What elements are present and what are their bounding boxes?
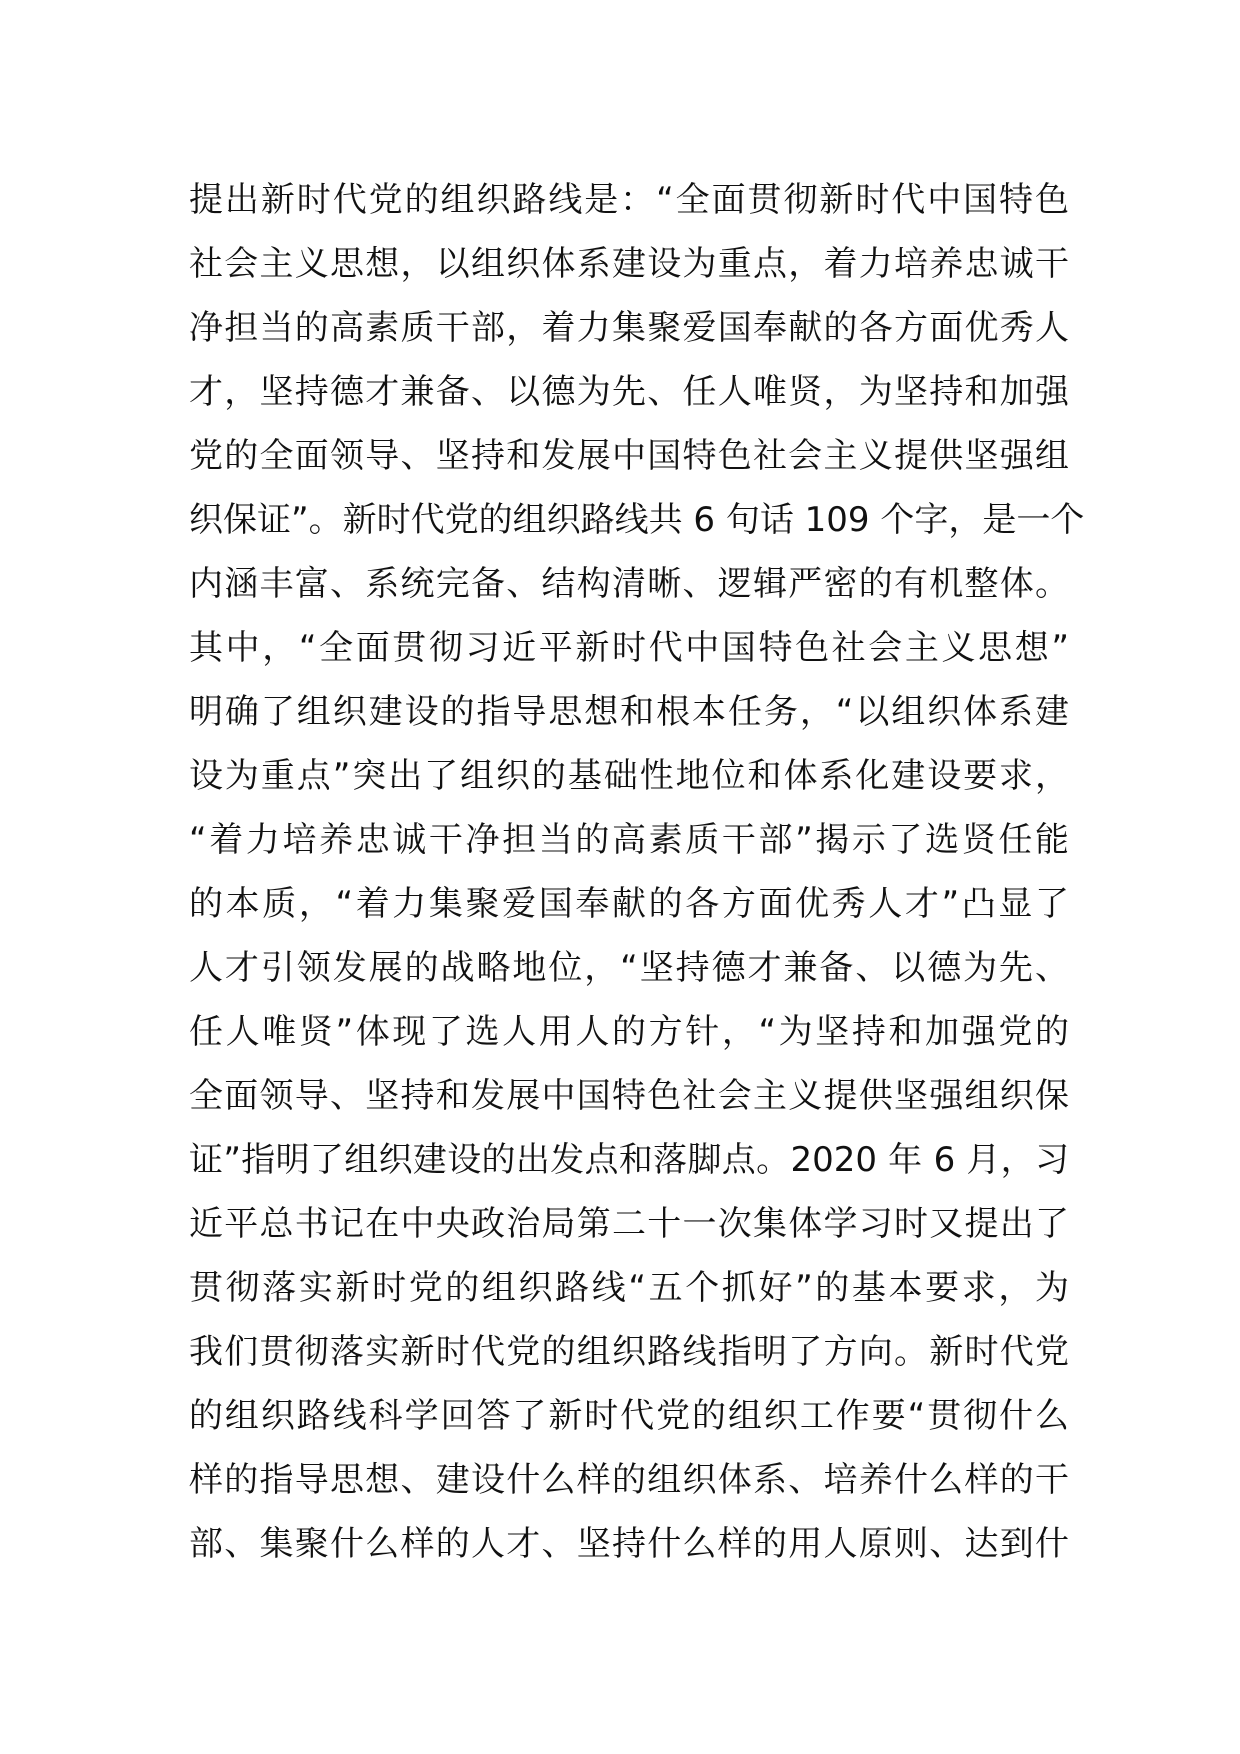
text-line: 全面领导、坚持和发展中国特色社会主义提供坚强组织保 xyxy=(189,1076,1069,1116)
text-line: 其中，“全面贯彻习近平新时代中国特色社会主义思想” xyxy=(189,628,1069,668)
text-line: 贯彻落实新时党的组织路线“五个抓好”的基本要求，为 xyxy=(189,1268,1069,1308)
text-line: 才，坚持德才兼备、以德为先、任人唯贤，为坚持和加强 xyxy=(189,372,1069,412)
text-line: 的组织路线科学回答了新时代党的组织工作要“贯彻什么 xyxy=(189,1396,1069,1436)
text-line: 样的指导思想、建设什么样的组织体系、培养什么样的干 xyxy=(189,1460,1069,1500)
body-text xyxy=(189,168,1085,1576)
text-line: 设为重点”突出了组织的基础性地位和体系化建设要求， xyxy=(189,756,1069,796)
text-line: 任人唯贤”体现了选人用人的方针，“为坚持和加强党的 xyxy=(189,1012,1069,1052)
text-line: 的本质，“着力集聚爱国奉献的各方面优秀人才”凸显了 xyxy=(189,884,1069,924)
text-line: 人才引领发展的战略地位，“坚持德才兼备、以德为先、 xyxy=(189,948,1069,988)
text-line: 部、集聚什么样的人才、坚持什么样的用人原则、达到什 xyxy=(189,1524,1069,1564)
text-line: 提出新时代党的组织路线是：“全面贯彻新时代中国特色 xyxy=(189,180,1069,220)
text-line: 内涵丰富、系统完备、结构清晰、逻辑严密的有机整体。 xyxy=(189,564,1069,604)
text-line: 我们贯彻落实新时代党的组织路线指明了方向。新时代党 xyxy=(189,1332,1069,1372)
text-line: 党的全面领导、坚持和发展中国特色社会主义提供坚强组 xyxy=(189,436,1069,476)
text-line: 社会主义思想，以组织体系建设为重点，着力培养忠诚干 xyxy=(189,244,1069,284)
text-line: 织保证”。新时代党的组织路线共 6 句话 109 个字，是一个 xyxy=(189,500,1085,540)
text-line: 近平总书记在中央政治局第二十一次集体学习时又提出了 xyxy=(189,1204,1069,1244)
text-line: 证”指明了组织建设的出发点和落脚点。2020 年 6 月，习 xyxy=(189,1140,1069,1180)
text-line: 净担当的高素质干部，着力集聚爱国奉献的各方面优秀人 xyxy=(189,308,1069,348)
text-line: “着力培养忠诚干净担当的高素质干部”揭示了选贤任能 xyxy=(189,820,1069,860)
text-line: 明确了组织建设的指导思想和根本任务，“以组织体系建 xyxy=(189,692,1069,732)
